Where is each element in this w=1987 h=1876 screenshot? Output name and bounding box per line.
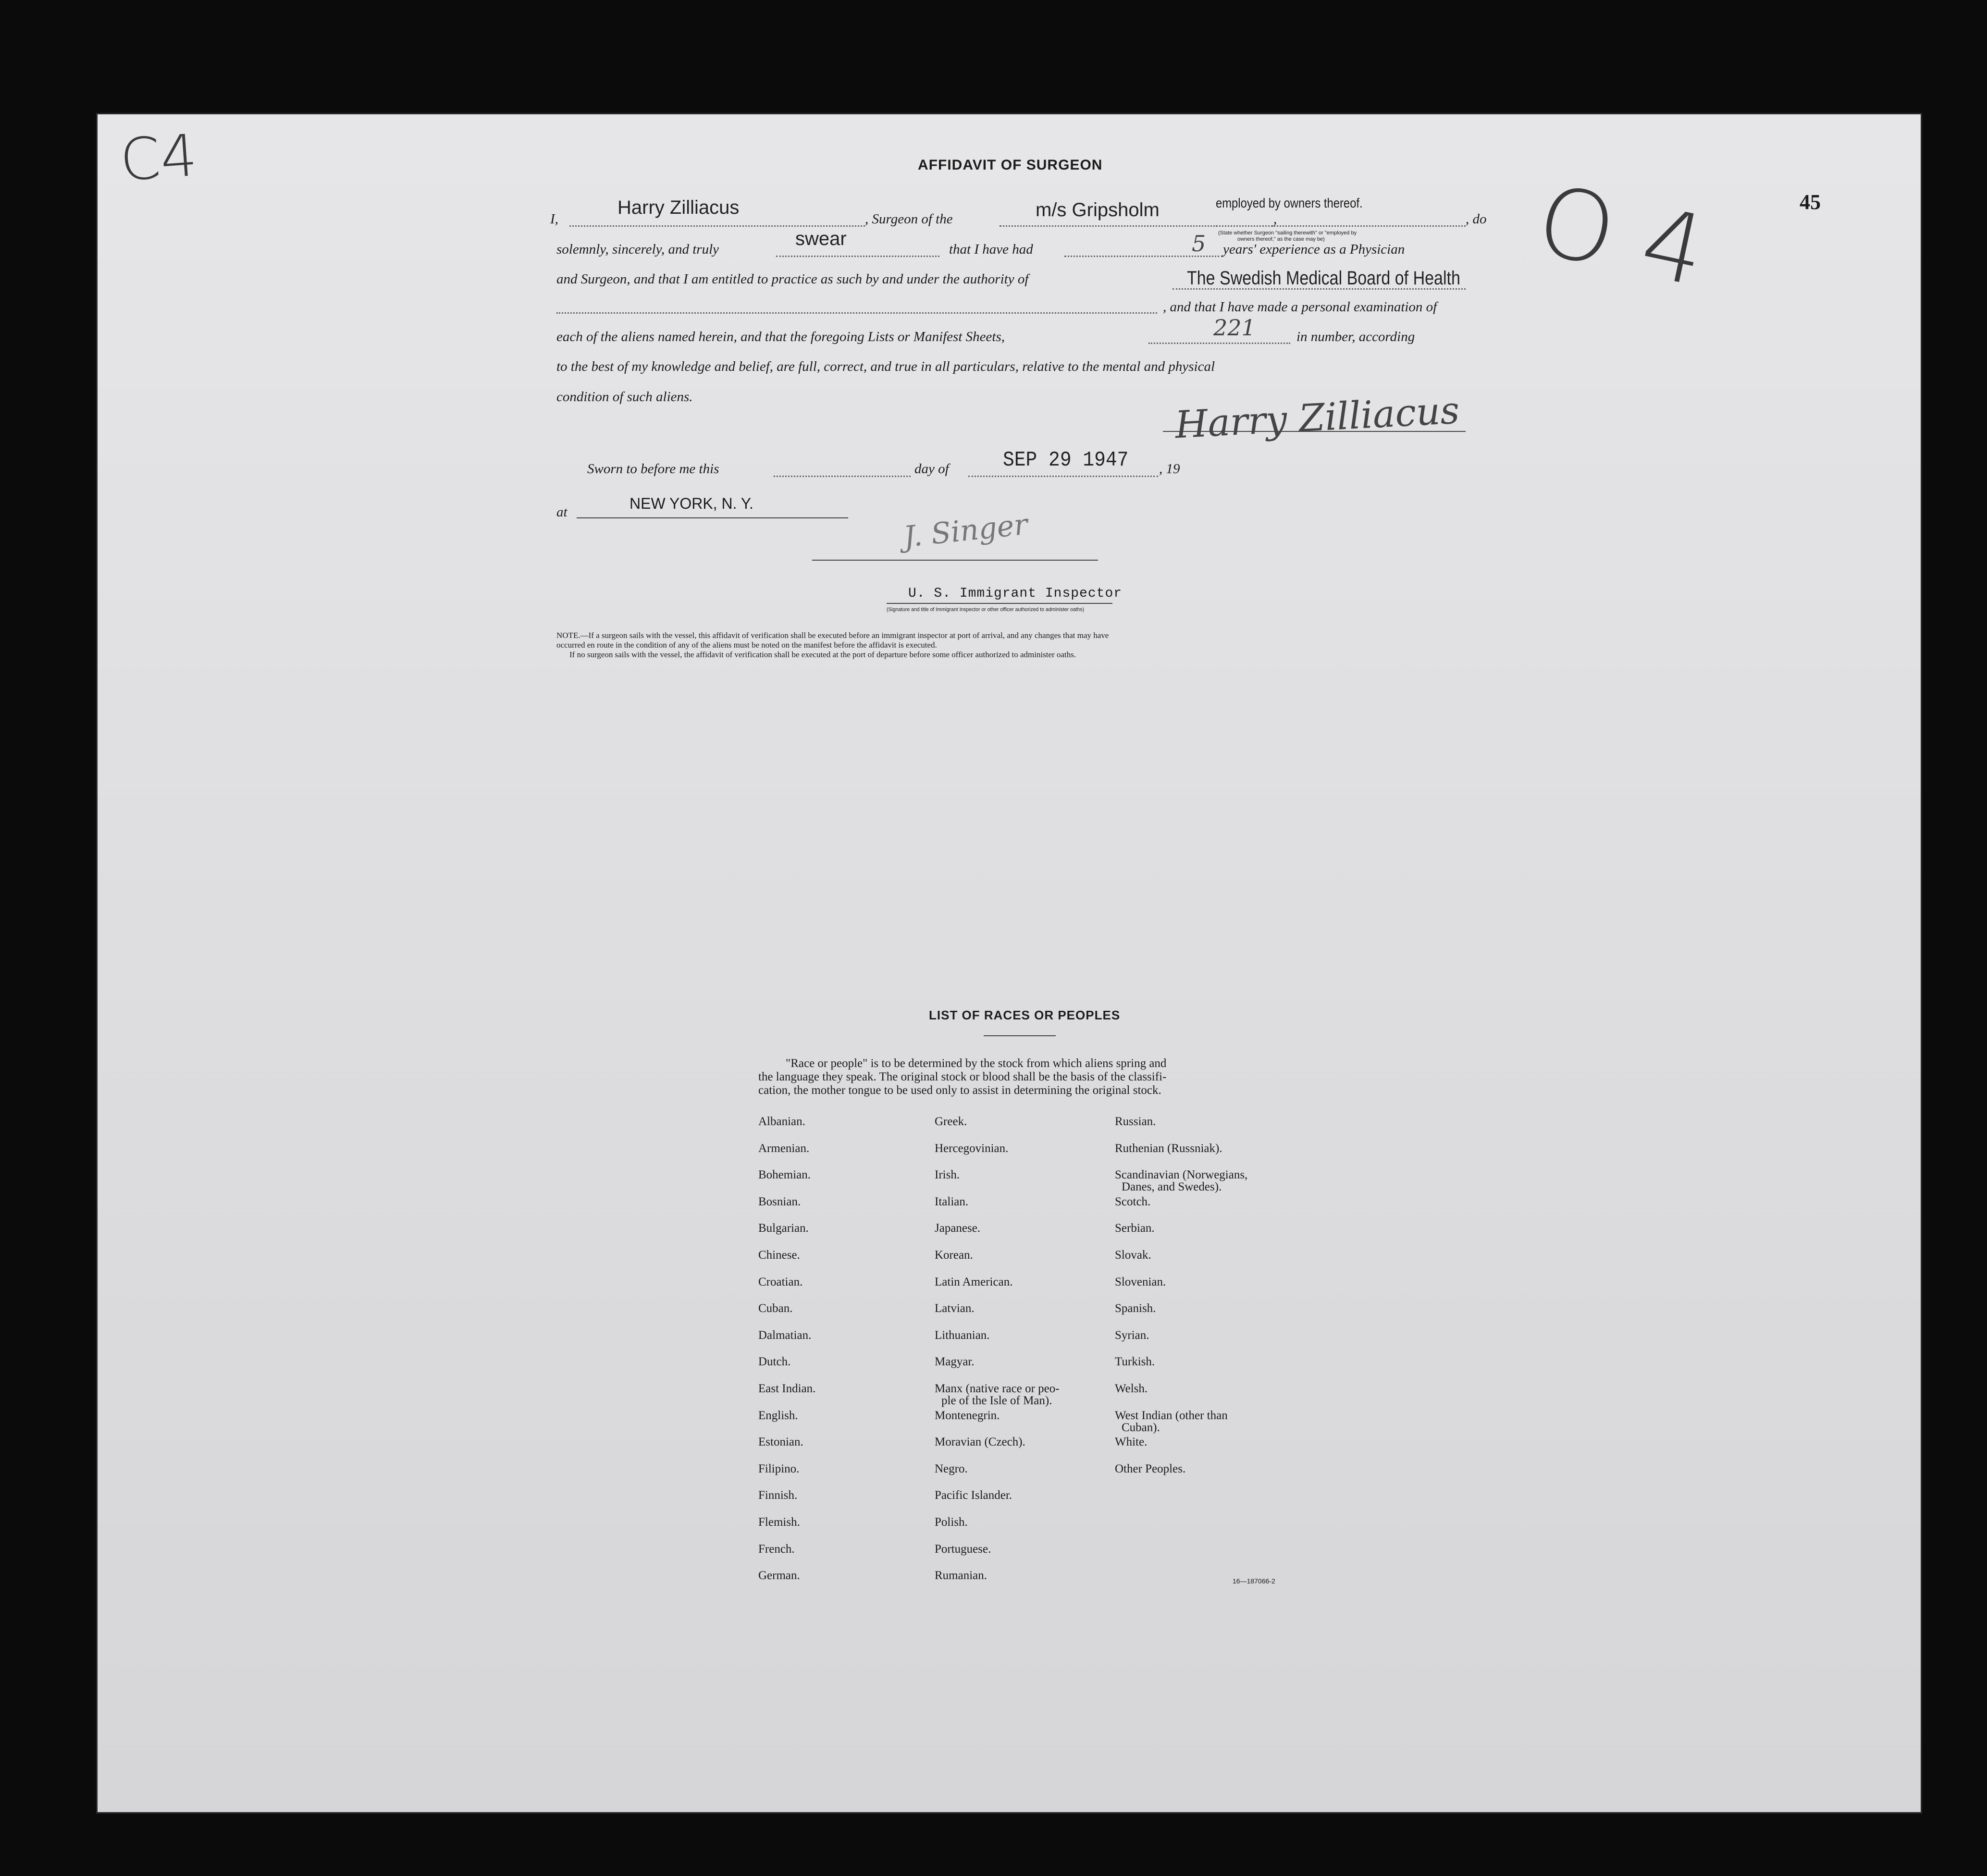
employment-hint-2: owners thereof," as the case may be) (1237, 236, 1325, 242)
affidavit-note-1: NOTE.—If a surgeon sails with the vessel, this affidavit of verification shall be executed before an immigrant inspector at port of arrival, and any changes that may have (556, 631, 1109, 640)
race-entry: Moravian (Czech). (935, 1435, 1025, 1449)
race-entry: Montenegrin. (935, 1409, 1000, 1422)
races-intro-2: the language they speak. The original stock or blood shall be the basis of the classifi- (758, 1070, 1167, 1083)
race-item (758, 1569, 815, 1596)
affidavit-line2-end: years' experience as a Physician (1223, 242, 1405, 257)
race-entry: Syrian. (1115, 1328, 1149, 1342)
oath-rule (776, 256, 939, 257)
race-item (935, 1169, 1060, 1196)
page-number: 45 (1800, 190, 1821, 214)
race-entry: Armenian. (758, 1141, 810, 1155)
race-item (935, 1356, 1060, 1383)
race-entry: Korean. (935, 1248, 973, 1262)
inspector-signature: J. Singer (902, 507, 1030, 554)
employment-rule (1216, 225, 1466, 227)
oath-word: swear (795, 228, 847, 249)
race-item (1115, 1249, 1247, 1276)
race-entry: Flemish. (758, 1515, 800, 1529)
race-entry: Latin American. (935, 1275, 1013, 1288)
race-entry: Croatian. (758, 1275, 803, 1288)
swearing-place: NEW YORK, N. Y. (629, 495, 753, 512)
affidavit-note-2: occurred en route in the condition of any of the aliens must be noted on the manifest before the affidavit is executed. (556, 640, 937, 650)
race-item (758, 1116, 815, 1142)
race-entry: East Indian. (758, 1382, 816, 1395)
race-item (935, 1116, 1060, 1142)
sheet-count: 221 (1213, 315, 1256, 341)
race-entry: Cuban. (758, 1302, 793, 1315)
race-entry: Dutch. (758, 1355, 791, 1369)
affidavit-line1-i: I, (550, 211, 558, 227)
sheet-count-rule (1148, 343, 1290, 344)
race-item (1115, 1410, 1247, 1436)
race-entry: Finnish. (758, 1489, 798, 1502)
affidavit-line2-start: solemnly, sincerely, and truly (556, 242, 719, 257)
races-intro-1: "Race or people" is to be determined by the stock from which aliens spring and (786, 1057, 1167, 1070)
race-item (758, 1489, 815, 1516)
race-item (1115, 1169, 1247, 1196)
race-item (758, 1436, 815, 1463)
race-entry: Turkish. (1115, 1355, 1155, 1369)
race-item (1115, 1436, 1247, 1463)
race-entry: Polish. (935, 1515, 968, 1529)
race-item (1115, 1356, 1247, 1383)
pencil-mark-top-right: O 4 (1528, 164, 1715, 308)
races-column-2 (935, 1116, 1060, 1596)
race-item (935, 1463, 1060, 1490)
race-entry: Welsh. (1115, 1382, 1148, 1395)
race-item (1115, 1302, 1247, 1329)
sworn-year-prefix: , 19 (1159, 461, 1180, 477)
race-entry: German. (758, 1569, 800, 1582)
race-item (758, 1142, 815, 1169)
race-item (935, 1436, 1060, 1463)
race-entry: Hercegovinian. (935, 1141, 1009, 1155)
race-entry: Serbian. (1115, 1222, 1155, 1235)
race-entry: Cuban). (1122, 1421, 1160, 1434)
race-entry: White. (1115, 1435, 1148, 1449)
affidavit-line3-start: and Surgeon, and that I am entitled to practice as such by and under the authority of (556, 271, 1029, 287)
inspector-signature-rule (812, 560, 1098, 561)
affidavit-line7: condition of such aliens. (556, 389, 693, 405)
manifest-sheet (96, 113, 1922, 1814)
race-entry: Negro. (935, 1462, 968, 1475)
race-entry: Danes, and Swedes). (1122, 1180, 1222, 1194)
race-item (758, 1196, 815, 1223)
race-item (758, 1329, 815, 1356)
races-column-1 (758, 1116, 815, 1596)
race-entry: Filipino. (758, 1462, 800, 1475)
race-entry: Slovak. (1115, 1248, 1151, 1262)
race-entry: Manx (native race or peo- (935, 1382, 1060, 1395)
race-item (1115, 1196, 1247, 1223)
sworn-date-stamp: SEP 29 1947 (1003, 448, 1129, 472)
race-entry: Albanian. (758, 1115, 805, 1128)
race-item (935, 1249, 1060, 1276)
race-entry: Irish. (935, 1168, 960, 1182)
sworn-day-of: day of (914, 461, 949, 477)
race-item (758, 1169, 815, 1196)
race-item (935, 1142, 1060, 1169)
race-item (1115, 1276, 1247, 1303)
race-entry: Russian. (1115, 1115, 1156, 1128)
race-entry: French. (758, 1542, 795, 1556)
race-item (935, 1489, 1060, 1516)
race-item (935, 1516, 1060, 1543)
race-item (1115, 1463, 1247, 1490)
surgeon-name: Harry Zilliacus (617, 197, 740, 218)
race-entry: Italian. (935, 1195, 969, 1208)
at-label: at (556, 504, 568, 520)
race-entry: Bosnian. (758, 1195, 801, 1208)
race-entry: Scandinavian (Norwegians, (1115, 1168, 1248, 1182)
race-entry: ple of the Isle of Man). (941, 1394, 1052, 1407)
pencil-mark-top-left: C4 (118, 122, 199, 195)
race-item (1115, 1222, 1247, 1249)
affidavit-line1-do: , do (1466, 211, 1487, 227)
race-entry: Japanese. (935, 1222, 981, 1235)
employment-status: employed by owners thereof. (1216, 196, 1363, 210)
race-item (1115, 1116, 1247, 1142)
signature-rule (1163, 431, 1466, 432)
sworn-start: Sworn to before me this (587, 461, 719, 477)
affidavit-line4-end: , and that I have made a personal examination of (1163, 299, 1437, 315)
races-title-rule (984, 1035, 1056, 1036)
race-item (935, 1543, 1060, 1570)
employment-hint-1: (State whether Surgeon "sailing therewith" or "employed by (1218, 230, 1357, 236)
race-entry: Magyar. (935, 1355, 975, 1369)
race-item (935, 1222, 1060, 1249)
race-item (935, 1383, 1060, 1410)
sworn-date-rule (968, 476, 1158, 477)
race-item (758, 1356, 815, 1383)
races-intro-3: cation, the mother tongue to be used only to assist in determining the original stock. (758, 1084, 1161, 1097)
race-entry: English. (758, 1409, 798, 1422)
race-item (758, 1302, 815, 1329)
race-entry: Other Peoples. (1115, 1462, 1186, 1475)
licensing-authority: The Swedish Medical Board of Health (1187, 268, 1460, 289)
race-entry: Dalmatian. (758, 1328, 812, 1342)
race-item (758, 1410, 815, 1436)
affidavit-line1-comma: , (1273, 211, 1277, 227)
race-item (758, 1383, 815, 1410)
race-item (935, 1410, 1060, 1436)
race-item (935, 1329, 1060, 1356)
race-item (758, 1516, 815, 1543)
form-number: 16—187066-2 (1233, 1577, 1275, 1585)
affidavit-line2-mid: that I have had (949, 242, 1033, 257)
vessel-name: m/s Gripsholm (1036, 199, 1160, 221)
name-rule (569, 225, 865, 227)
race-entry: Scotch. (1115, 1195, 1151, 1208)
race-item (758, 1463, 815, 1490)
race-item (1115, 1329, 1247, 1356)
inspector-title-rule (887, 603, 1112, 604)
race-item (758, 1249, 815, 1276)
race-item (758, 1543, 815, 1570)
races-column-3 (1115, 1116, 1247, 1489)
race-entry: Slovenian. (1115, 1275, 1166, 1288)
affidavit-note-3: If no surgeon sails with the vessel, the affidavit of verification shall be executed at the port of departure before some officer authorized to administer oaths. (569, 650, 1076, 659)
race-entry: Ruthenian (Russniak). (1115, 1141, 1222, 1155)
race-item (758, 1222, 815, 1249)
race-item (935, 1569, 1060, 1596)
race-item (935, 1276, 1060, 1303)
race-entry: Latvian. (935, 1302, 975, 1315)
race-entry: Greek. (935, 1115, 967, 1128)
race-item (935, 1302, 1060, 1329)
affidavit-line5-start: each of the aliens named herein, and that the foregoing Lists or Manifest Sheets, (556, 329, 1005, 344)
race-entry: Spanish. (1115, 1302, 1156, 1315)
affidavit-line1-surgeon-of: , Surgeon of the (865, 211, 953, 227)
affidavit-line5-end: in number, according (1296, 329, 1415, 344)
race-entry: Pacific Islander. (935, 1489, 1012, 1502)
race-entry: Chinese. (758, 1248, 800, 1262)
race-entry: Bohemian. (758, 1168, 811, 1182)
race-entry: Bulgarian. (758, 1222, 809, 1235)
authority-rule-2 (556, 312, 1157, 314)
affidavit-title: AFFIDAVIT OF SURGEON (918, 157, 1103, 173)
race-item (935, 1196, 1060, 1223)
place-rule (577, 517, 848, 518)
race-item (758, 1276, 815, 1303)
years-experience: 5 (1192, 231, 1206, 257)
race-entry: Rumanian. (935, 1569, 987, 1582)
affidavit-line6: to the best of my knowledge and belief, are full, correct, and true in all particulars, relative to the mental and physical (556, 359, 1215, 374)
sworn-day-rule (774, 476, 911, 477)
inspector-hint: (Signature and title of Immigrant Inspector or other officer authorized to administer oaths) (887, 607, 1085, 613)
races-title: LIST OF RACES OR PEOPLES (929, 1008, 1121, 1022)
race-entry: Lithuanian. (935, 1328, 990, 1342)
race-entry: Estonian. (758, 1435, 803, 1449)
surgeon-signature: Harry Zilliacus (1174, 389, 1461, 447)
race-item (1115, 1383, 1247, 1410)
race-entry: Portuguese. (935, 1542, 991, 1556)
race-entry: West Indian (other than (1115, 1409, 1228, 1422)
race-item (1115, 1142, 1247, 1169)
inspector-title-stamp: U. S. Immigrant Inspector (908, 586, 1123, 601)
